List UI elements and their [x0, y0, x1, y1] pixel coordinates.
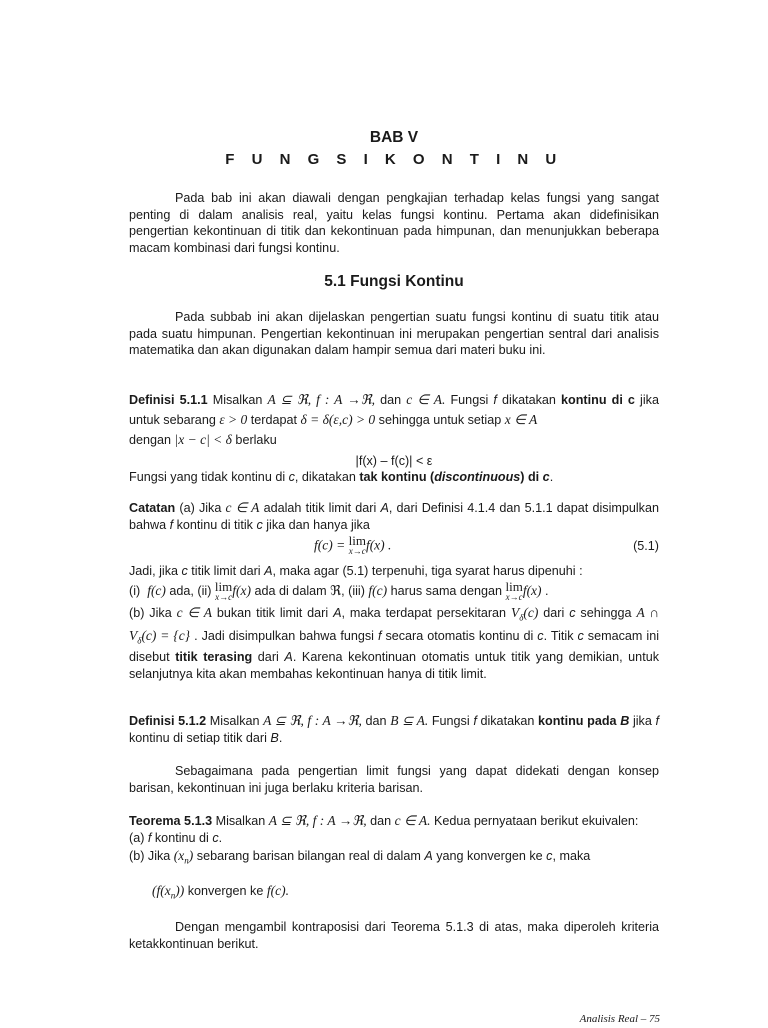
definition-label: Definisi 5.1.1: [129, 393, 208, 407]
page-footer: Analisis Real – 75: [579, 1013, 660, 1025]
section-title: 5.1 Fungsi Kontinu: [324, 273, 464, 290]
equation-5-1: f(c) = lim x→c f(x) . (5.1): [314, 533, 659, 556]
definition-discontinuous: Fungsi yang tidak kontinu di c, dikatakan tak kontinu (discontinuous) di c.: [129, 470, 554, 484]
definition-equation: |f(x) – f(c)| < ε: [355, 454, 433, 468]
definition-5-1-1: Definisi 5.1.1 Misalkan A ⊆ ℜ, f : A →ℜ, dan c ∈ A. Fungsi f dikatakan kontinu di c jika untuk sebarang ε > 0 terdapat δ = δ(ε,c) > 0 sehingga untuk setiap x ∈ A dengan |x − c| < δ berlaku: [129, 392, 659, 447]
equation-number: (5.1): [633, 539, 659, 553]
chapter-title: BAB V: [369, 129, 419, 146]
catatan-a: Catatan (a) Jika c ∈ A adalah titik limit dari A, dari Definisi 4.1.4 dan 5.1.1 dapat disimpulkan bahwa f kontinu di titik c jika dan hanya jika: [129, 500, 659, 532]
definition-5-1-2: Definisi 5.1.2 Misalkan A ⊆ ℜ, f : A →ℜ, dan B ⊆ A. Fungsi f dikatakan kontinu pada B jika f kontinu di setiap titik dari B.: [129, 713, 660, 745]
catatan-label: Catatan: [129, 501, 176, 515]
teorema-5-1-3: Teorema 5.1.3 Misalkan A ⊆ ℜ, f : A →ℜ, dan c ∈ A. Kedua pernyataan berikut ekuivalen: (a) f kontinu di c. (b) Jika $(x_n)$ sebarang barisan bilangan real di dalam A yang konvergen ke c, maka: [129, 813, 639, 866]
kontraposisi-paragraph: Dengan mengambil kontraposisi dari Teorema 5.1.3 di atas, maka diperoleh kriteria ketakkontinuan berikut.: [129, 920, 659, 951]
barisan-paragraph: Sebagaimana pada pengertian limit fungsi yang dapat didekati dengan konsep barisan, kekontinuan ini juga berlaku kriteria barisan.: [129, 764, 659, 795]
catatan-conditions: Jadi, jika c titik limit dari A, maka agar (5.1) terpenuhi, tiga syarat harus dipenuhi : (i) f(c) ada, (ii) lim x→c f(x) ada di dalam ℜ, (iii) f(c) harus sama dengan lim x→c f(x) .: [129, 564, 583, 602]
teorema-label: Teorema 5.1.3: [129, 814, 213, 828]
intro-paragraph: Pada bab ini akan diawali dengan pengkajian terhadap kelas fungsi yang sangat penting di dalam analisis real, yaitu kelas fungsi kontinu. Pertama akan didefinisikan pengertian kekontinuan di titik dan kekontinuan pada himpunan, dan menunjukkan beberapa macam kombinasi dari fungsi kontinu.: [129, 191, 659, 255]
teorema-b-continued: $(f(x_n))$ konvergen ke f(c).: [152, 883, 289, 901]
chapter-subtitle: F U N G S I K O N T I N U: [225, 151, 563, 168]
catatan-b: (b) Jika c ∈ A bukan titik limit dari A, maka terdapat persekitaran $V_\delta(c)$ dari c sehingga A ∩ $V_\delta(c) = \{c\}$ . Jadi disimpulkan bahwa fungsi f secara otomatis kontinu di c. Titik c semacam ini disebut titik terasing dari A. Karena kekontinuan otomatis untuk titik yang demikian, untuk selanjutnya kita akan membahas kekontinuan hanya di titik limit.: [129, 605, 659, 682]
section-paragraph: Pada subbab ini akan dijelaskan pengertian suatu fungsi kontinu di suatu titik atau pada suatu himpunan. Pengertian kekontinuan ini merupakan pengertian sentral dari analisis matematika dan akan digunakan dalam hampir semua dari materi buku ini.: [129, 310, 659, 358]
definition-label: Definisi 5.1.2: [129, 714, 207, 728]
